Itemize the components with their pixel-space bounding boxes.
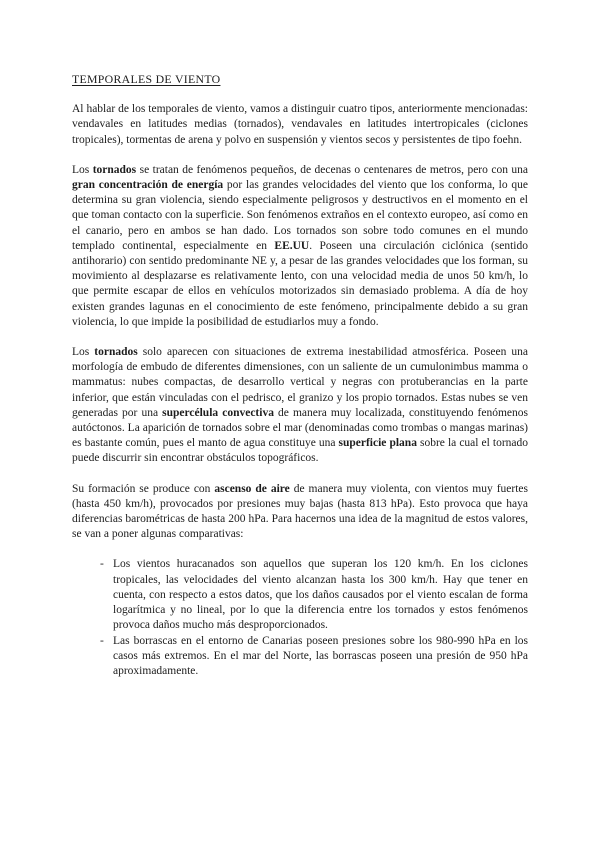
bullet-marker: - — [100, 558, 104, 571]
list-item-text: Los vientos huracanados son aquellos que superan los 120 km/h. En los ciclones tropicales, las velocidades del viento alcanzan hasta los 300 km/h. Hay que tener en cuenta, con respecto a estos datos, que los daños causados por el viento escalan de forma logarítmica y no lineal, por lo que la diferencia entre los tornados y estos fenómenos provoca daños mucho más desproporcionados. — [113, 558, 528, 632]
list-item — [100, 634, 528, 680]
bullet-list — [72, 557, 528, 679]
document-title: TEMPORALES DE VIENTO — [72, 72, 221, 86]
bullet-marker: - — [100, 634, 104, 647]
paragraph-intro: Al hablar de los temporales de viento, vamos a distinguir cuatro tipos, anteriormente mencionadas: vendavales en latitudes medias (tornados), vendavales en latitudes intertropicales (ciclones tropicales), tormentas de arena y polvo en suspensión y vientos secos y persistentes de tipo foehn. — [72, 103, 528, 146]
paragraph-formacion: Su formación se produce con ascenso de aire de manera muy violenta, con vientos muy fuertes (hasta 450 km/h), provocados por presiones muy bajas (hasta 813 hPa). Esto provoca que haya diferencias barométricas de hasta 200 hPa. Para hacernos una idea de la magnitud de estos valores, se van a poner algunas comparativas: — [72, 482, 528, 541]
list-item-text: Las borrascas en el entorno de Canarias poseen presiones sobre los 980-990 hPa en los casos más extremos. En el mar del Norte, las borrascas poseen una presión de 950 hPa aproximadamente. — [113, 634, 528, 677]
paragraph-tornados-descripcion: Los tornados se tratan de fenómenos pequeños, de decenas o centenares de metros, pero con una gran concentración de energía por las grandes velocidades del viento que los conforma, lo que determina su gran violencia, siendo especialmente peligrosos y destructivos en el momento en el que toman contacto con la superficie. Son fenómenos extraños en el contexto europeo, así como en el canario, pero en ambos se han dado. Los tornados son sobre todo comunes en el mundo templado continental, especialmente en EE.UU. Poseen una circulación ciclónica (sentido antihorario) con sentido predominante NE y, a pesar de las grandes velocidades que los forman, su movimiento al desplazarse es relativamente lento, con una velocidad media de unos 50 km/h, lo que permite escapar de ellos en vehículos motorizados sin demasiado problema. A día de hoy existen grandes lagunas en el conocimiento de este fenómeno, principalmente debido a su gran violencia, lo que impide la posibilidad de estudiarlos muy a fondo. — [72, 163, 528, 328]
list-item — [100, 557, 528, 633]
paragraph-tornados-morfologia: Los tornados solo aparecen con situaciones de extrema inestabilidad atmosférica. Poseen una morfología de embudo de diferentes dimensiones, con un saliente de un cumulonimbus mamma o mammatus: nubes compactas, de desarrollo vertical y negras con protuberancias en la parte inferior, que están vinculadas con el pedrisco, el granizo y los propio tornados. Estas nubes se ven generadas por una supercélula convectiva de manera muy localizada, constituyendo fenómenos autóctonos. La aparición de tornados sobre el mar (denominadas como trombas o mangas marinas) es bastante común, pues el manto de agua constituye una superficie plana sobre la cual el tornado puede discurrir sin encontrar obstáculos topográficos. — [72, 346, 529, 465]
